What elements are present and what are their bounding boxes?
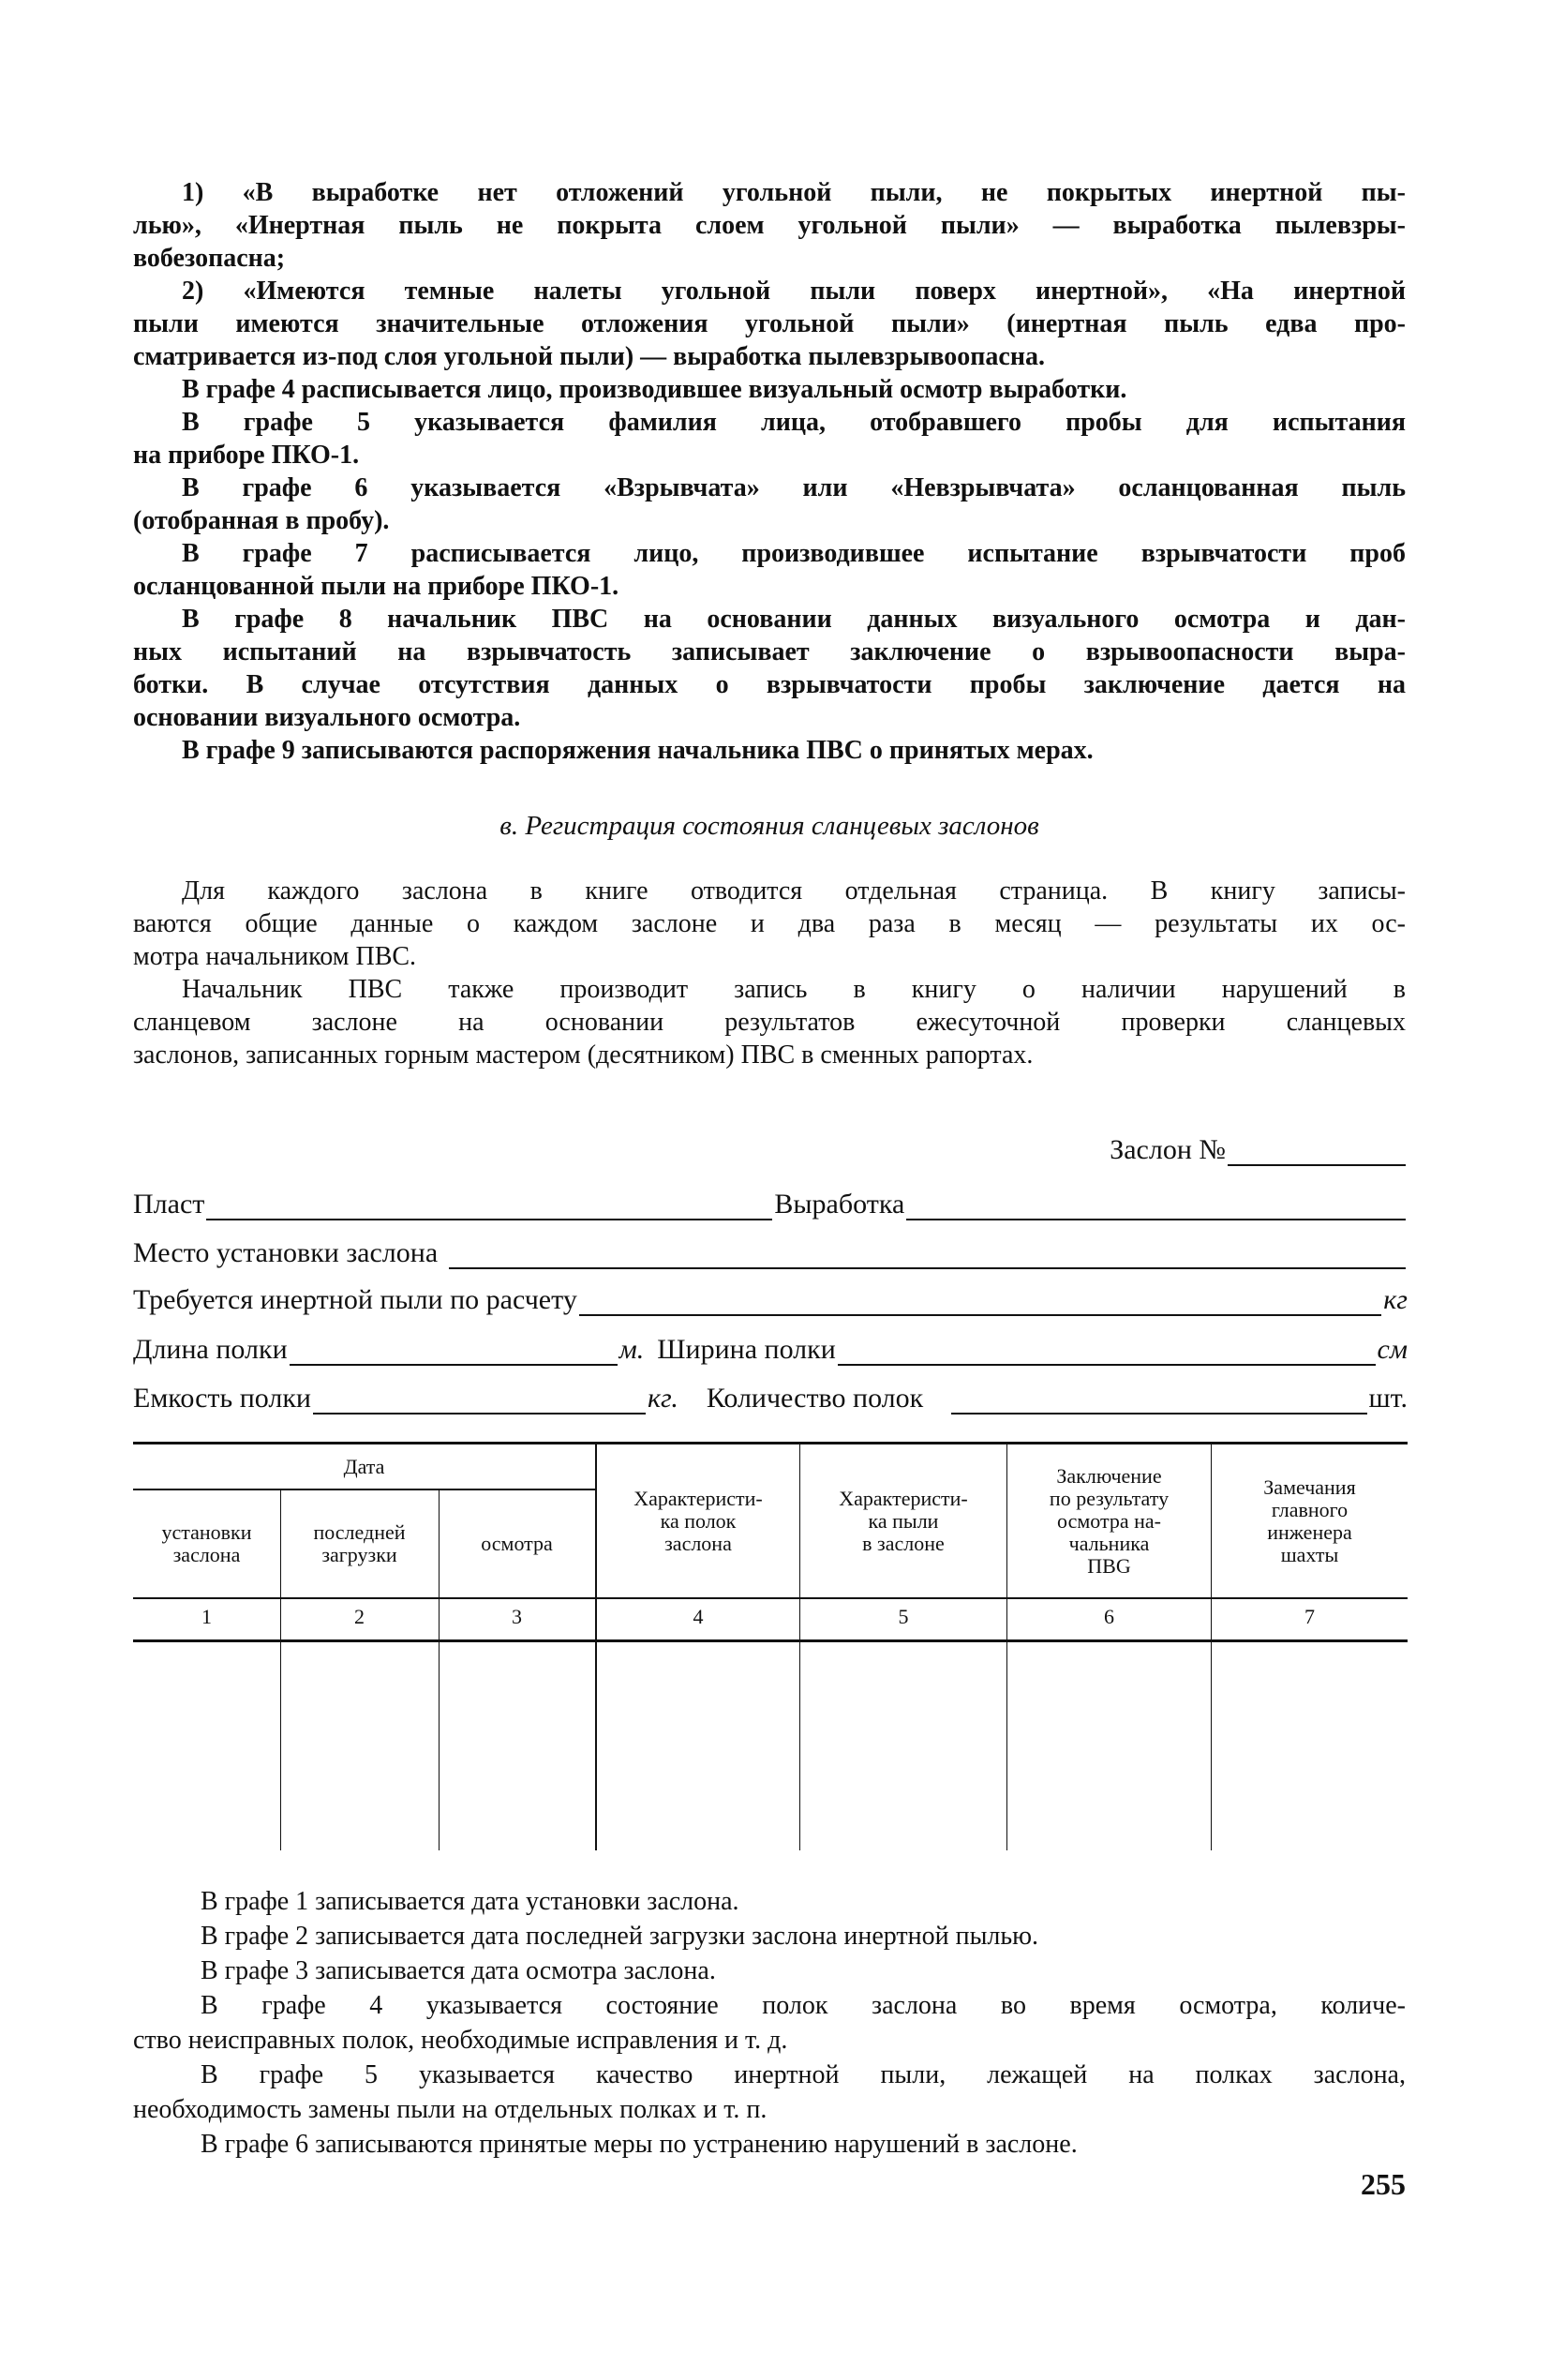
text-line: В графе 6 записываются принятые меры по устранению нарушений в заслоне. — [201, 2130, 1078, 2159]
text-line: заслонов, записанных горным мастером (десятником) ПВС в сменных рапортах. — [133, 1040, 1034, 1070]
column-number: 7 — [1304, 1605, 1315, 1628]
kg-unit: кг — [1383, 1284, 1408, 1315]
date-group-header: Дата — [343, 1454, 385, 1478]
numbers-bottom-rule — [133, 1639, 1408, 1642]
text-line: мотра начальником ПВС. — [133, 942, 417, 971]
column-number: 1 — [201, 1605, 212, 1628]
shirina-label: Ширина полки — [657, 1334, 836, 1365]
text-line: В графе 4 указывается состояние полок заслона во время осмотра, количе- — [201, 1991, 1406, 2020]
text-line: В графе 6 указывается «Взрывчата» или «Невзрывчата» осланцованная пыль — [182, 473, 1406, 502]
vyrabotka-label: Выработка — [774, 1189, 905, 1220]
text-line: В графе 9 записываются распоряжения начальника ПВС о принятых мерах. — [182, 736, 1094, 765]
trebuetsya-row — [133, 1279, 1408, 1316]
text-line: В графе 2 записывается дата последней загрузки заслона инертной пылью. — [201, 1922, 1039, 1951]
zaslon-number-field[interactable] — [1228, 1136, 1406, 1166]
text-line: пыли имеются значительные отложения угольной пыли» (инертная пыль едва про- — [133, 309, 1406, 338]
column-number: 2 — [354, 1605, 365, 1628]
text-line: (отобранная в пробу). — [133, 506, 390, 535]
mesto-row — [133, 1232, 1408, 1269]
text-line: Для каждого заслона в книге отводится отдельная страница. В книгу записы- — [182, 876, 1406, 906]
mesto-label: Место установки заслона — [133, 1237, 439, 1268]
kolichestvo-field[interactable] — [951, 1385, 1366, 1415]
table-header: Характеристи- ка полок заслона — [633, 1486, 763, 1555]
text-line: необходимость замены пыли на отдельных полках и т. п. — [133, 2095, 768, 2124]
text-line: сматривается из-под слоя угольной пыли) — выработка пылевзрывоопасна. — [133, 342, 1045, 371]
m-unit: м. — [619, 1334, 645, 1365]
dlina-row — [133, 1328, 1408, 1366]
text-line: В графе 5 указывается фамилия лица, отобравшего пробы для испытания — [182, 408, 1406, 437]
section-heading: в. Регистрация состояния сланцевых заслонов — [499, 811, 1039, 841]
plast-label: Пласт — [133, 1189, 205, 1220]
mesto-field[interactable] — [449, 1239, 1406, 1269]
column-number: 6 — [1104, 1605, 1114, 1628]
trebuetsya-label: Требуется инертной пыли по расчету — [133, 1284, 577, 1315]
kg2-unit: кг. — [647, 1383, 678, 1414]
table-header: осмотра — [481, 1532, 553, 1555]
emkost-row — [133, 1377, 1408, 1415]
text-line: В графе 3 записывается дата осмотра заслона. — [201, 1956, 716, 1985]
text-line: на приборе ПКО-1. — [133, 441, 360, 470]
plast-field[interactable] — [206, 1190, 772, 1220]
top-text — [133, 176, 1406, 767]
header-bottom-rule — [133, 1597, 1408, 1599]
text-line: 2) «Имеются темные налеты угольной пыли поверх инертной», «На инертной — [182, 277, 1406, 306]
emkost-field[interactable] — [313, 1385, 646, 1415]
table-header: Заключение по результату осмотра на- чальника ПВG — [1049, 1463, 1170, 1578]
text-line: ботки. В случае отсутствия данных о взрывчатости пробы заключение дается на — [133, 670, 1406, 699]
column-notes — [133, 1884, 1406, 2162]
intro-text — [133, 875, 1406, 1071]
text-line: вобезопасна; — [133, 244, 286, 273]
text-line: В графе 8 начальник ПВС на основании данных визуального осмотра и дан- — [182, 605, 1406, 634]
sm-unit: см — [1377, 1334, 1408, 1365]
text-line: лью», «Инертная пыль не покрыта слоем угольной пыли» — выработка пылевзры- — [133, 211, 1406, 240]
emkost-label: Емкость полки — [133, 1383, 311, 1414]
vyrabotka-field[interactable] — [906, 1190, 1406, 1220]
zaslon-number-label: Заслон № — [1110, 1134, 1226, 1165]
text-line: В графе 5 указывается качество инертной пыли, лежащей на полках заслона, — [201, 2060, 1406, 2089]
kolichestvo-label: Количество полок — [706, 1383, 924, 1414]
table-header: последней загрузки — [313, 1520, 406, 1566]
text-line: ваются общие данные о каждом заслоне и два раза в месяц — результаты их ос- — [133, 909, 1406, 938]
sht-unit: шт. — [1368, 1383, 1408, 1414]
text-line: В графе 4 расписывается лицо, производившее визуальный осмотр выработки. — [182, 375, 1127, 404]
shirina-field[interactable] — [838, 1336, 1376, 1366]
plast-row — [133, 1183, 1408, 1220]
column-number: 5 — [898, 1605, 909, 1628]
text-line: Начальник ПВС также производит запись в книгу о наличии нарушений в — [182, 975, 1406, 1004]
text-line: ство неисправных полок, необходимые исправления и т. д. — [133, 2026, 788, 2055]
page-number: 255 — [1361, 2167, 1406, 2201]
text-line: осланцованной пыли на приборе ПКО-1. — [133, 572, 619, 601]
dlina-field[interactable] — [290, 1336, 618, 1366]
text-line: В графе 7 расписывается лицо, производившее испытание взрывчатости проб — [182, 539, 1406, 568]
table-header: Замечания главного инженера шахты — [1263, 1474, 1356, 1566]
text-line: ных испытаний на взрывчатость записывает заключение о взрывоопасности выра- — [133, 637, 1406, 666]
text-line: основании визуального осмотра. — [133, 703, 521, 732]
table-header: Характеристи- ка пыли в заслоне — [839, 1486, 968, 1555]
column-number: 3 — [512, 1605, 522, 1628]
column-number: 4 — [693, 1605, 704, 1628]
text-line: В графе 1 записывается дата установки заслона. — [201, 1887, 739, 1916]
table-header: установки заслона — [161, 1520, 252, 1566]
zaslon-number-row — [133, 1129, 1408, 1166]
dlina-label: Длина полки — [133, 1334, 288, 1365]
trebuetsya-field[interactable] — [579, 1286, 1381, 1316]
text-line: 1) «В выработке нет отложений угольной пыли, не покрытых инертной пы- — [182, 178, 1406, 207]
text-line: сланцевом заслоне на основании результатов ежесуточной проверки сланцевых — [133, 1008, 1406, 1037]
